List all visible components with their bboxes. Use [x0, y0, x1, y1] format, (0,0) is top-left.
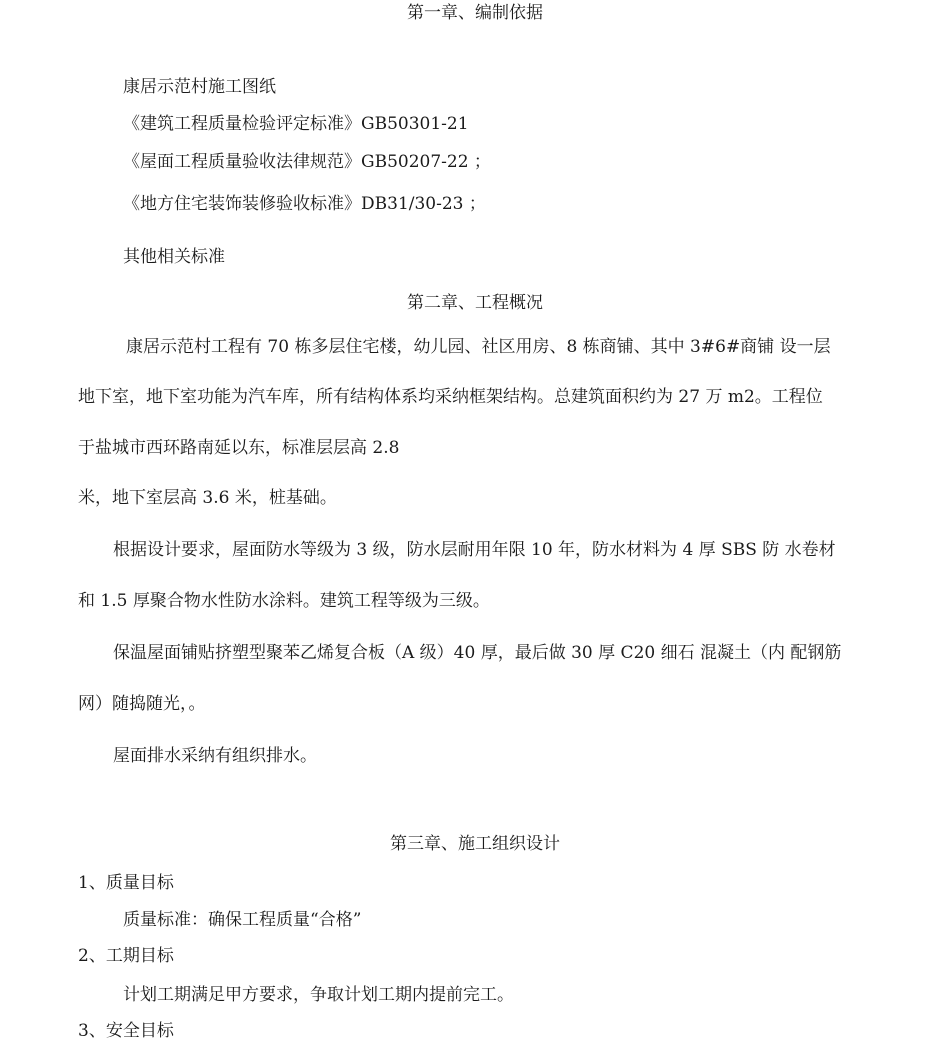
chapter-1-title: 第一章、编制依据 — [407, 3, 543, 23]
basis-item: 其他相关标准 — [123, 247, 225, 267]
overview-line: 和 1.5 厚聚合物水性防水涂料。建筑工程等级为三级。 — [78, 591, 490, 611]
basis-item: 《屋面工程质量验收法律规范》GB50207-22 ； — [123, 152, 491, 172]
section-heading: 1、质量目标 — [78, 873, 174, 893]
section-text: 计划工期满足甲方要求，争取计划工期内提前完工。 — [123, 985, 514, 1005]
overview-line: 网）随捣随光，。 — [78, 694, 206, 714]
basis-item: 康居示范村施工图纸 — [123, 77, 276, 97]
overview-line: 地下室，地下室功能为汽车库，所有结构体系均采纳框架结构。总建筑面积约为 27 万 m2。工程位 — [78, 387, 823, 407]
overview-line: 保温屋面铺贴挤塑型聚苯乙烯复合板（A 级）40 厚，最后做 30 厚 C20 细石 混凝土（内 配钢筋 — [113, 643, 842, 663]
chapter-3-title: 第三章、施工组织设计 — [390, 834, 560, 854]
section-text: 质量标准：确保工程质量“合格” — [123, 910, 362, 930]
section-heading: 3、安全目标 — [78, 1021, 174, 1041]
section-heading: 2、工期目标 — [78, 946, 174, 966]
overview-line: 于盐城市西环路南延以东，标准层层高 2.8 — [78, 438, 400, 458]
overview-line: 米，地下室层高 3.6 米，桩基础。 — [78, 488, 337, 508]
overview-line: 根据设计要求，屋面防水等级为 3 级，防水层耐用年限 10 年，防水材料为 4 厚 SBS 防 水卷材 — [113, 540, 836, 560]
overview-line: 康居示范村工程有 70 栋多层住宅楼，幼儿园、社区用房、8 栋商铺、其中 3#6#商铺 设一层 — [126, 337, 831, 357]
basis-item: 《建筑工程质量检验评定标准》GB50301-21 — [123, 114, 469, 134]
chapter-2-title: 第二章、工程概况 — [407, 293, 543, 313]
overview-line: 屋面排水采纳有组织排水。 — [113, 746, 317, 766]
basis-item: 《地方住宅装饰装修验收标准》DB31/30-23 ； — [123, 194, 486, 214]
